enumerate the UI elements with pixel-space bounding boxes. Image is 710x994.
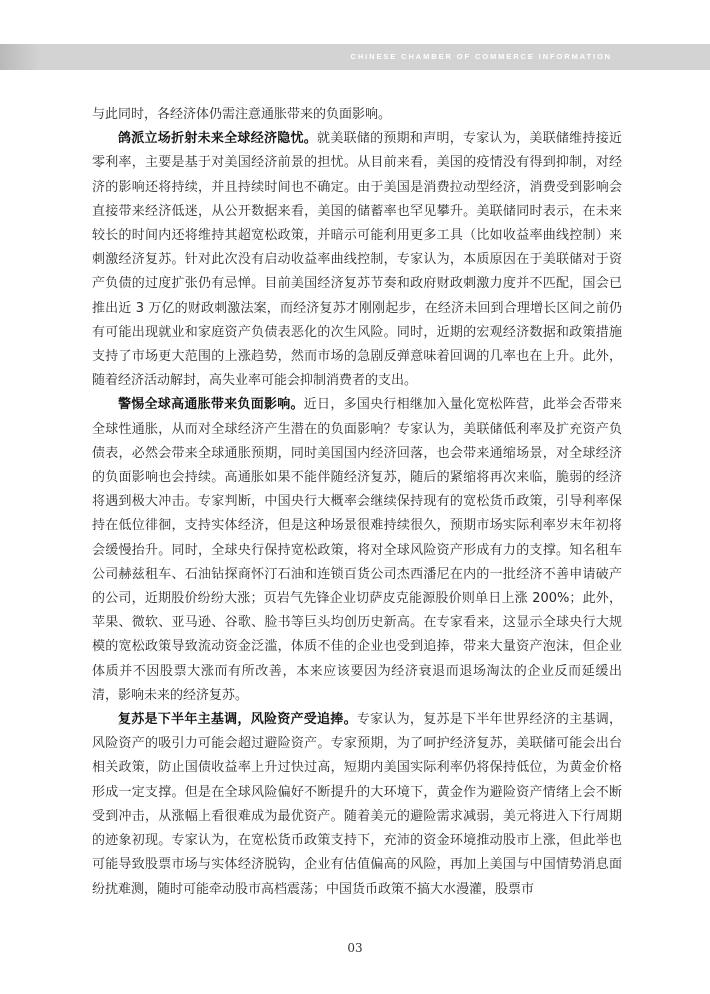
paragraph-2 xyxy=(92,127,622,393)
paragraph-lead: 复苏是下半年主基调，风险资产受追捧。 xyxy=(118,712,357,728)
paragraph-text: 就美联储的预期和声明，专家认为，美联储维持接近零利率，主要是基于对美国经济前景的担忧。从目前来看，美国的疫情没有得到抑制，对经济的影响还将持续，并且持续时间也不确定。由于美国是消费拉动型经济，消费受到影响会直接带来经济低迷，从公开数据来看，美国的储蓄率也罕见攀升。美联储同时表示，在未来较长的时间内还将维持其超宽松政策，并暗示可能利用更多工具（比如收益率曲线控制）来刺激经济复苏。针对此次没有启动收益率曲线控制，专家认为，本质原因在于美联储对于资产负债的过度扩张仍有忌惮。目前美国经济复苏节奏和政府财政刺激力度并不匹配，国会已推出近 3 万亿的财政刺激法案，而经济复苏才刚刚起步，在经济未回到合理增长区间之前仍有可能出现就业和家庭资产负债表恶化的次生风险。同时，近期的宏观经济数据和政策措施支持了市场更大范围的上涨趋势，然而市场的急剧反弹意味着回调的几率也在上升。此外，随着经济活动解封，高失业率可能会抑制消费者的支出。 xyxy=(92,131,622,389)
paragraph-text: 专家认为，复苏是下半年世界经济的主基调，风险资产的吸引力可能会超过避险资产。专家预期，为了呵护经济复苏，美联储可能会出台相关政策，防止国债收益率上升过快过高，短期内美国实际利率仍将保持低位，为黄金价格形成一定支撑。但是在全球风险偏好不断提升的大环境下，黄金作为避险资产情绪上会不断受到冲击，从涨幅上看很难成为最优资产。随着美元的避险需求减弱，美元将进入下行周期的迹象初现。专家认为，在宽松货币政策支持下，充沛的资金环境推动股市上涨，但此举也可能导致股票市场与实体经济脱钩，企业有估值偏高的风险，再加上美国与中国情势消息面纷扰难测，随时可能牵动股市高档震荡；中国货币政策不搞大水漫灌，股票市 xyxy=(92,712,622,897)
article-body xyxy=(92,103,622,902)
paragraph-text: 与此同时，各经济体仍需注意通胀带来的负面影响。 xyxy=(92,107,392,122)
header-band-cap xyxy=(0,44,40,70)
paragraph-text: 近日，多国央行相继加入量化宽松阵营，此举会否带来全球性通胀，从而对全球经济产生潜在的负面影响？专家认为，美联储低利率及扩充资产负债表，必然会带来全球通胀预期，同时美国国内经济回落，也会带来通缩场景，对全球经济的负面影响也会持续。高通胀如果不能伴随经济复苏，随后的紧缩将再次来临，脆弱的经济将遇到极大冲击。专家判断，中国央行大概率会继续保持现有的宽松货币政策，引导利率保持在低位徘徊，支持实体经济，但是这种场景很难持续很久，预期市场实际利率岁末年初将会缓慢抬升。同时，全球央行保持宽松政策，将对全球风险资产形成有力的支撑。知名租车公司赫兹租车、石油钻探商怀汀石油和连锁百货公司杰西潘尼在内的一批经济不善申请破产的公司，近期股价纷纷大涨；页岩气先锋企业切萨皮克能源股价则单日上涨 200%；此外，苹果、微软、亚马逊、谷歌、脸书等巨头均创历史新高。在专家看来，这显示全球央行大规模的宽松政策导致流动资金泛滥，体质不佳的企业也受到追捧，带来大量资产泡沫，但企业体质并不因股票大涨而有所改善，本来应该要因为经济衰退而退场淘汰的企业反而延缓出清，影响未来的经济复苏。 xyxy=(92,397,622,703)
paragraph-lead: 警惕全球高通胀带来负面影响。 xyxy=(118,397,304,413)
publication-title: CHINESE CHAMBER OF COMMERCE INFORMATION xyxy=(350,52,612,61)
paragraph-3 xyxy=(92,393,622,708)
paragraph-lead: 鸽派立场折射未来全球经济隐忧。 xyxy=(118,131,318,147)
page-number: 03 xyxy=(347,941,363,955)
paragraph-1 xyxy=(92,103,622,127)
paragraph-4 xyxy=(92,708,622,902)
